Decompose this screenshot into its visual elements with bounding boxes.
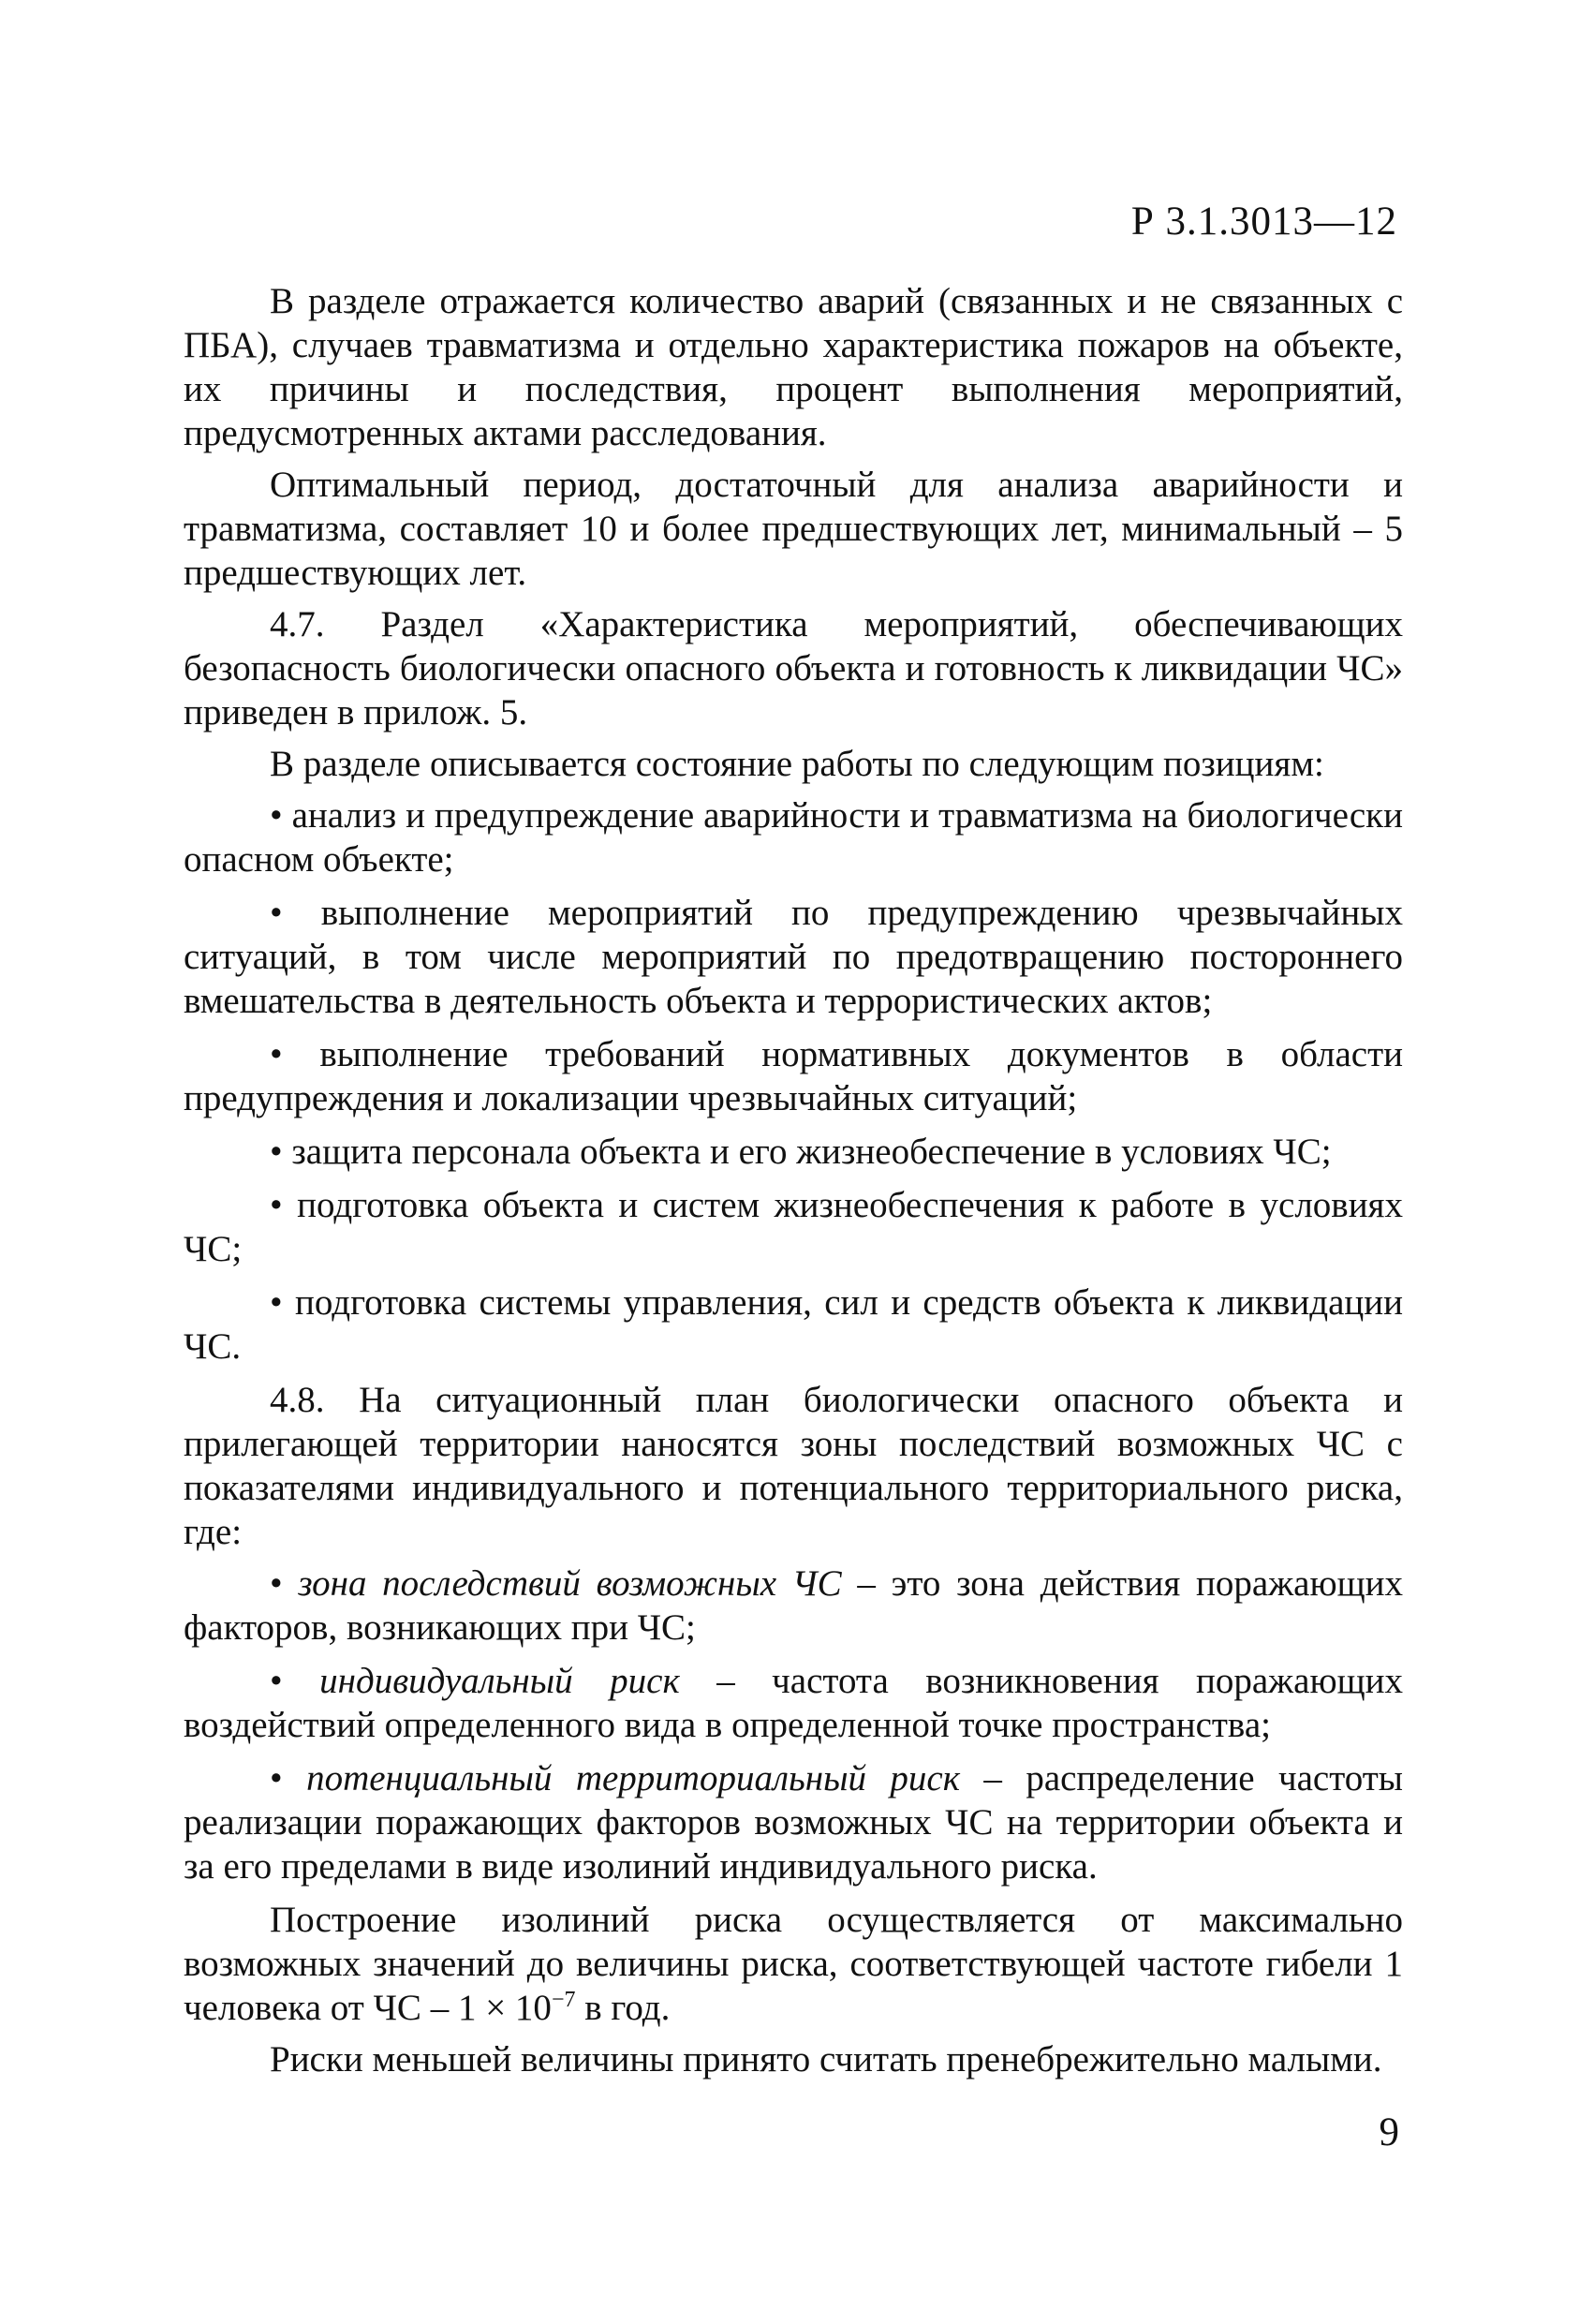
- paragraph-section-4-7: 4.7. Раздел «Характеристика мероприятий, обеспечивающих безопасность биологически опасного объекта и готовность к ликвидации ЧС» приведен в прилож. 5.: [184, 604, 1403, 733]
- list-item: [184, 891, 1403, 1023]
- formula-text: 1 человека от ЧС – 1 × 10: [184, 1944, 1404, 2028]
- paragraph-risk-isolines: [184, 1898, 1403, 2030]
- paragraph: В разделе отражается количество аварий (связанных и не связанных с ПБА), случаев травматизма и отдельно характеристика пожаров на объекте, их причины и последствия, процент выполнения мероприятий, предусмотренных актами расследования.: [184, 281, 1403, 453]
- list-item: [184, 1130, 1403, 1174]
- paragraph-section-4-8: 4.8. На ситуационный план биологически опасного объекта и прилегающей территории наносятся зоны последствий возможных ЧС с показателями индивидуального и потенциального территориального риска, где:: [184, 1380, 1403, 1552]
- bullet-icon: •: [270, 1282, 283, 1323]
- definition-text: – это зона действия поражающих факторов, возникающих при ЧС;: [184, 1563, 1404, 1648]
- definition-text: – распределение частоты реализации поражающих факторов возможных ЧС на территории объекта и за его пределами в виде изолиний индивидуального риска.: [184, 1758, 1403, 1887]
- paragraph: В разделе описывается состояние работы по следующим позициям:: [270, 744, 1324, 784]
- list-item: [184, 1032, 1403, 1120]
- definition-term: зона последствий возможных ЧС: [298, 1563, 842, 1604]
- list-item-text: подготовка системы управления, сил и средств объекта к ликвидации ЧС.: [184, 1282, 1403, 1367]
- bullet-icon: •: [270, 1758, 283, 1799]
- list-item-text: анализ и предупреждение аварийности и травматизма на биологически опасном объекте;: [184, 795, 1403, 880]
- paragraph: Оптимальный период, достаточный для анализа аварийности и травматизма, составляет 10 и более предшествующих лет, минимальный – 5 предшествующих лет.: [184, 465, 1403, 593]
- bullet-icon: •: [270, 1132, 283, 1172]
- list-item-text: защита персонала объекта и его жизнеобеспечение в условиях ЧС;: [291, 1132, 1332, 1172]
- bullet-icon: •: [270, 1563, 283, 1604]
- list-item-text: выполнение мероприятий по предупреждению чрезвычайных ситуаций, в том числе мероприятий по предотвращению постороннего вмешательства в деятельность объекта и террористических актов;: [184, 893, 1403, 1021]
- definition-item: [184, 1756, 1403, 1888]
- formula-suffix: в год.: [575, 1988, 671, 2028]
- formula-exponent: −7: [551, 1988, 576, 2012]
- document-code: Р 3.1.3013—12: [1130, 200, 1397, 244]
- bullet-icon: •: [270, 1661, 283, 1701]
- bullet-icon: •: [270, 1185, 283, 1225]
- definition-term: индивидуальный риск: [319, 1661, 680, 1701]
- definition-item: [184, 1562, 1403, 1650]
- bullet-icon: •: [270, 795, 283, 836]
- list-item: [184, 1280, 1403, 1369]
- definition-text: – частота возникновения поражающих воздействий определенного вида в определенной точке пространства;: [184, 1661, 1403, 1745]
- bullet-icon: •: [270, 893, 283, 933]
- list-item-text: выполнение требований нормативных документов в области предупреждения и локализации чрезвычайных ситуаций;: [184, 1034, 1403, 1118]
- page-number: 9: [1379, 2110, 1399, 2154]
- definition-term: потенциальный территориальный риск: [306, 1758, 960, 1799]
- list-item-text: подготовка объекта и систем жизнеобеспечения к работе в условиях ЧС;: [184, 1185, 1404, 1269]
- paragraph-text: Построение изолиний риска осуществляется от максимально возможных значений до величины риска, соответствующей частоте гибели: [184, 1900, 1403, 1984]
- page-body: [184, 279, 1403, 2089]
- list-item: [184, 793, 1403, 881]
- bullet-icon: •: [270, 1034, 283, 1074]
- list-item: [184, 1183, 1403, 1271]
- paragraph: Риски меньшей величины принято считать пренебрежительно малыми.: [270, 2039, 1382, 2080]
- definition-item: [184, 1659, 1403, 1747]
